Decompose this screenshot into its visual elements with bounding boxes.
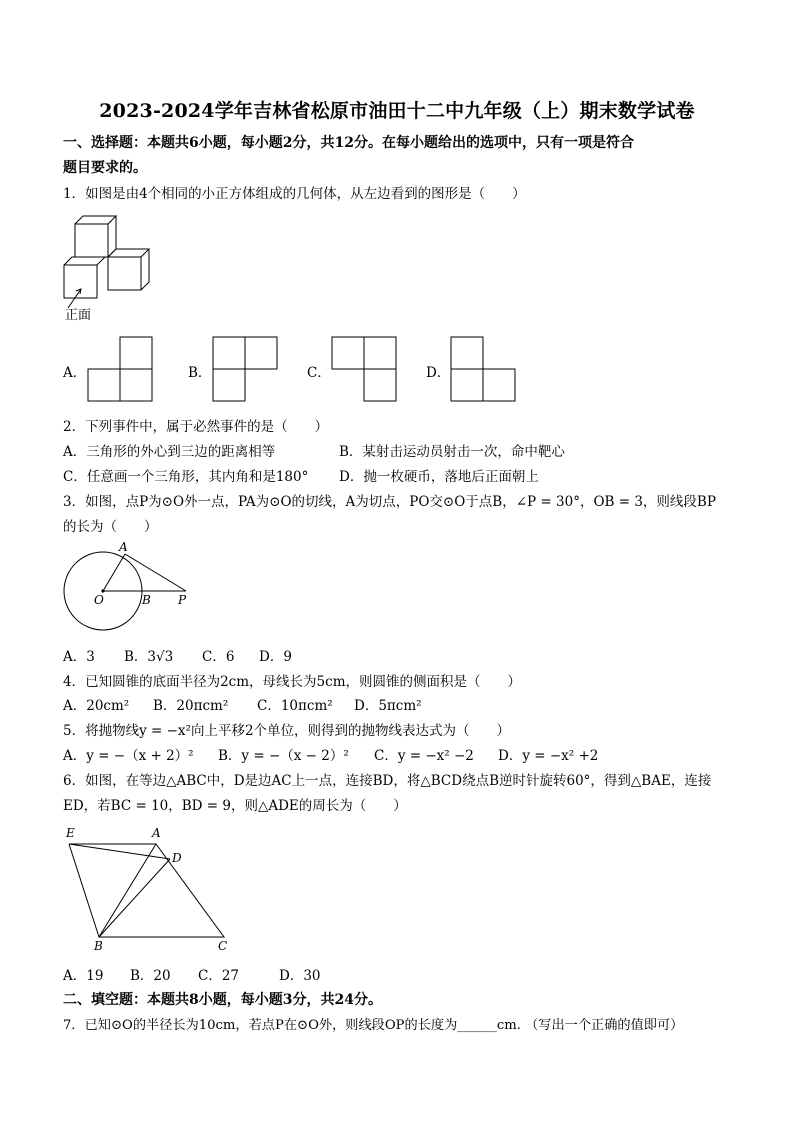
q2-option-b: B．某射击运动员射击一次，命中靶心 (339, 444, 565, 460)
q6-label-b: B (94, 939, 103, 953)
q3-option-a: A．3 (63, 649, 95, 665)
q2-option-a: A．三角形的外心到三边的距离相等 (63, 444, 276, 460)
q3-label-o: O (94, 593, 104, 607)
q6-option-a: A．19 (63, 968, 104, 984)
q5-option-d: D．y = −x² +2 (498, 748, 599, 764)
q3-label-p: P (178, 593, 187, 607)
q1-option-d-figure (450, 336, 518, 402)
q4-option-b: B．20πcm² (153, 698, 229, 714)
q3-option-d: D．9 (259, 649, 292, 665)
q6-text-line2: ED，若BC = 10，BD = 9，则△ADE的周长为（ ） (63, 798, 407, 814)
q5-option-b: B．y = −（x − 2）² (218, 748, 349, 764)
q3-option-c: C．6 (202, 649, 235, 665)
q5-option-a: A．y = −（x + 2）² (63, 748, 194, 764)
q3-label-a: A (119, 540, 128, 554)
q4-option-a: A．20cm² (63, 698, 130, 714)
q2-text: 2．下列事件中，属于必然事件的是（ ） (63, 419, 329, 435)
page-title: 2023-2024学年吉林省松原市油田十二中九年级（上）期末数学试卷 (99, 100, 695, 122)
q6-option-d: D．30 (279, 968, 321, 984)
q4-text: 4．已知圆锥的底面半径为2cm，母线长为5cm，则圆锥的侧面积是（ ） (63, 674, 521, 690)
q3-circle-figure (58, 540, 198, 640)
q1-option-a-label: A． (63, 365, 87, 381)
q7-text: 7．已知⊙O的半径长为10cm，若点P在⊙O外，则线段OP的长度为______cm. （写出一个正确的值即可） (63, 1018, 684, 1033)
q6-label-d: D (172, 851, 182, 865)
q1-option-b-label: B． (188, 365, 212, 381)
q4-option-d: D．5πcm² (354, 698, 422, 714)
q2-option-d: D．抛一枚硬币，落地后正面朝上 (339, 469, 539, 485)
q1-option-b-figure (212, 336, 280, 402)
q3-label-b: B (142, 593, 151, 607)
q1-option-c-label: C． (307, 365, 331, 381)
q4-option-c: C．10πcm² (257, 698, 333, 714)
q1-option-d-label: D． (426, 365, 451, 381)
q6-segment-eb (69, 844, 99, 937)
q6-option-c: C．27 (198, 968, 240, 984)
q5-text: 5．将抛物线y = −x²向上平移2个单位，则得到的抛物线表达式为（ ） (63, 723, 511, 739)
section1-heading-line1: 一、选择题：本题共6小题，每小题2分，共12分。在每小题给出的选项中，只有一项是符合 (63, 135, 634, 151)
q3-text-line2: 的长为（ ） (63, 519, 158, 535)
q1-front-label: 正面 (65, 308, 92, 323)
q2-option-c: C．任意画一个三角形，其内角和是180° (63, 469, 309, 485)
q6-option-b: B．20 (130, 968, 171, 984)
q6-triangle-figure (60, 822, 240, 954)
q6-label-a: A (152, 826, 161, 840)
q1-option-a-figure (87, 336, 155, 402)
q3-tangent-pa (125, 554, 186, 591)
q6-text-line1: 6．如图，在等边△ABC中，D是边AC上一点，连接BD，将△BCD绕点B逆时针旋转60°，得到△BAE，连接 (63, 773, 712, 789)
q3-text-line1: 3．如图，点P为⊙O外一点，PA为⊙O的切线，A为切点，PO交⊙O于点B，∠P = 30°，OB = 3，则线段BP (63, 494, 716, 510)
q3-radius-oa (103, 554, 125, 591)
q5-option-c: C．y = −x² −2 (374, 748, 474, 764)
q1-text: 1．如图是由4个相同的小正方体组成的几何体，从左边看到的图形是（ ） (63, 186, 526, 202)
q6-segment-bd (99, 859, 170, 937)
q6-label-c: C (218, 939, 228, 953)
q1-cube-figure (60, 208, 160, 323)
q3-option-b: B．3√3 (124, 649, 174, 665)
section1-heading-line2: 题目要求的。 (63, 160, 147, 176)
q6-label-e: E (66, 826, 75, 840)
section2-heading: 二、填空题：本题共8小题，每小题3分，共24分。 (63, 992, 382, 1008)
q1-option-c-figure (331, 336, 399, 402)
